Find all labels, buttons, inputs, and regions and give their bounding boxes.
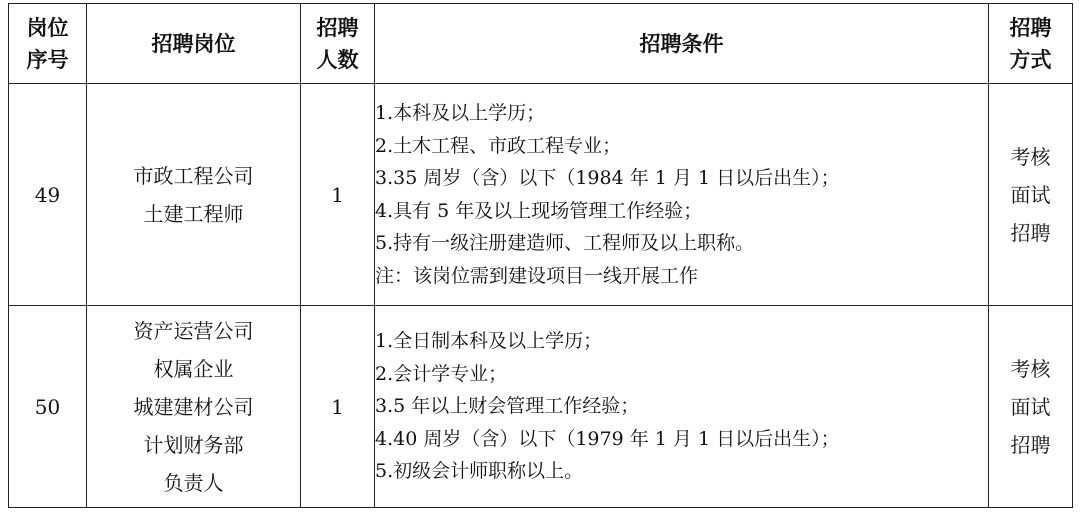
condition-line: 4.40 周岁（含）以下（1979 年 1 月 1 日以后出生）； — [375, 427, 840, 450]
cell-seq: 49 — [9, 84, 87, 306]
header-conditions: 招聘条件 — [375, 4, 989, 84]
header-count: 招聘 人数 — [301, 4, 375, 84]
condition-line: 5.初级会计师职称以上。 — [375, 460, 584, 483]
condition-line: 2.土木工程、市政工程专业； — [375, 134, 622, 157]
table-row — [9, 306, 1073, 508]
header-position: 招聘岗位 — [87, 4, 301, 84]
cell-method: 考核 面试 招聘 — [989, 306, 1073, 508]
condition-line: 3.5 年以上财会管理工作经验； — [375, 395, 640, 418]
header-seq: 岗位 序号 — [9, 4, 87, 84]
condition-note: 注：该岗位需到建设项目一线开展工作 — [375, 264, 699, 287]
condition-line: 2.会计学专业； — [375, 362, 508, 385]
condition-line: 3.35 周岁（含）以下（1984 年 1 月 1 日以后出生）； — [375, 167, 840, 189]
cell-conditions — [375, 306, 989, 508]
cell-position: 资产运营公司 权属企业 城建建材公司 计划财务部 负责人 — [87, 306, 301, 508]
header-method: 招聘 方式 — [989, 4, 1073, 84]
cell-seq: 50 — [9, 306, 87, 508]
cell-count: 1 — [301, 306, 375, 508]
condition-line: 4.具有 5 年及以上现场管理工作经验； — [375, 199, 703, 222]
cell-position: 市政工程公司 土建工程师 — [87, 84, 301, 306]
table-row — [9, 84, 1073, 306]
condition-line: 1.本科及以上学历； — [375, 102, 546, 124]
cell-conditions — [375, 84, 989, 306]
recruitment-table — [8, 3, 1073, 508]
table-header-row — [9, 4, 1073, 84]
condition-line: 5.持有一级注册建造师、工程师及以上职称。 — [375, 232, 755, 254]
condition-line: 1.全日制本科及以上学历； — [375, 330, 603, 353]
cell-count: 1 — [301, 84, 375, 306]
cell-method: 考核 面试 招聘 — [989, 84, 1073, 306]
